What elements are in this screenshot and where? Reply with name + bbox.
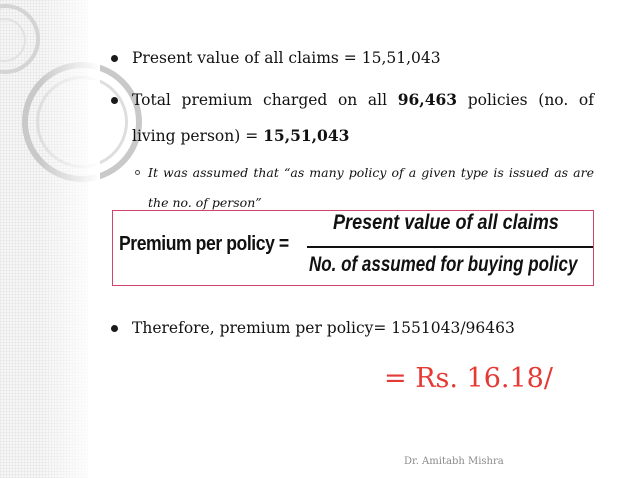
bullet-total-premium	[108, 82, 594, 154]
assumption-text: It was assumed that “as many policy of a given type is issued as are the no. of person”	[148, 165, 594, 210]
premium-formula	[112, 210, 594, 286]
formula-denominator: No. of assumed for buying policy	[309, 253, 578, 276]
bullet-therefore	[108, 310, 594, 346]
premium-text-1: Total premium charged on all	[132, 91, 398, 109]
total-premium-value: 15,51,043	[263, 126, 350, 145]
present-value-text: Present value of all claims = 15,51,043	[132, 49, 441, 67]
footer-author: Dr. Amitabh Mishra	[404, 456, 504, 467]
bullet-present-value	[108, 40, 594, 76]
therefore-text: Therefore, premium per policy= 1551043/96463	[132, 319, 515, 337]
premium-text-2: policies (no. of living person) =	[132, 91, 594, 145]
policies-count: 96,463	[397, 90, 458, 109]
formula-numerator: Present value of all claims	[333, 211, 559, 234]
slide-content	[108, 40, 594, 218]
result-value: = Rs. 16.18/	[384, 363, 553, 394]
therefore-section	[108, 310, 594, 346]
sub-bullet-assumption	[108, 158, 594, 218]
fraction-bar	[307, 246, 593, 248]
decorative-fade	[40, 0, 100, 478]
formula-lhs: Premium per policy =	[119, 233, 289, 255]
